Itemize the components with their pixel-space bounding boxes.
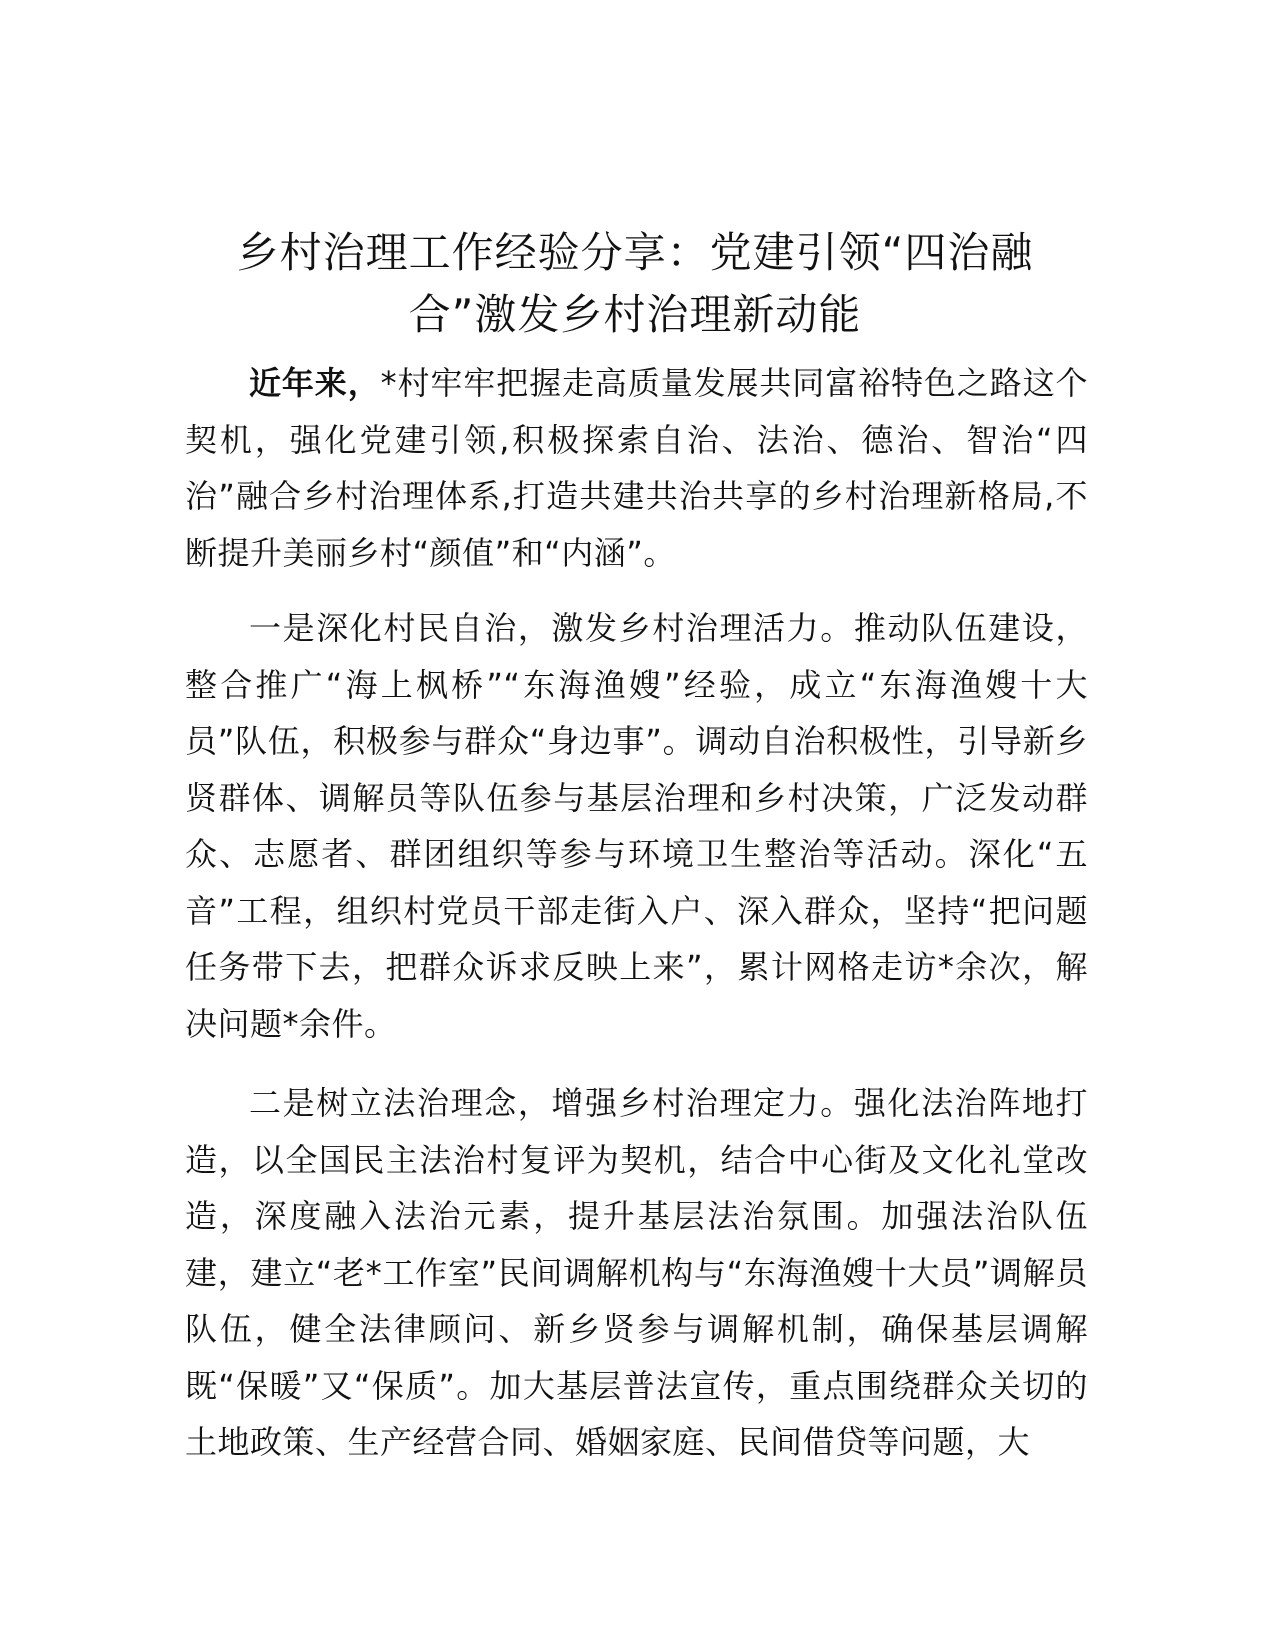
- paragraph-text: 二是树立法治理念，增强乡村治理定力。强化法治阵地打造，以全国民主法治村复评为契机，结合中心街及文化礼堂改造，深度融入法治元素，提升基层法治氛围。加强法治队伍建，建立“老*工作室”民间调解机构与“东海渔嫂十大员”调解员队伍，健全法律顾问、新乡贤参与调解机制，确保基层调解既“保暖”又“保质”。加大基层普法宣传，重点围绕群众关切的土地政策、生产经营合同、婚姻家庭、民间借贷等问题，大: [185, 1084, 1088, 1461]
- title-line-2: 合”激发乡村治理新动能: [408, 290, 862, 339]
- paragraph-text: 一是深化村民自治，激发乡村治理活力。推动队伍建设，整合推广“海上枫桥”“东海渔嫂”经验，成立“东海渔嫂十大员”队伍，积极参与群众“身边事”。调动自治积极性，引导新乡贤群体、调解员等队伍参与基层治理和乡村决策，广泛发动群众、志愿者、群团组织等参与环境卫生整治等活动。深化“五音”工程，组织村党员干部走街入户、深入群众，坚持“把问题任务带下去，把群众诉求反映上来”，累计网格走访*余次，解决问题*余件。: [185, 609, 1088, 1043]
- paragraph-text: *村牢牢把握走高质量发展共同富裕特色之路这个契机，强化党建引领,积极探索自治、法治、德治、智治“四治”融合乡村治理体系,打造共建共治共享的乡村治理新格局,不断提升美丽乡村“颜值”和“内涵”。: [185, 364, 1088, 572]
- document-title: [175, 222, 1095, 346]
- paragraph-self-governance: [185, 600, 1088, 1052]
- paragraph-intro: [185, 355, 1088, 581]
- title-line-1: 乡村治理工作经验分享：党建引领“四治融: [236, 228, 1034, 277]
- paragraph-lead: 近年来，: [249, 364, 381, 402]
- paragraph-rule-of-law: [185, 1075, 1088, 1471]
